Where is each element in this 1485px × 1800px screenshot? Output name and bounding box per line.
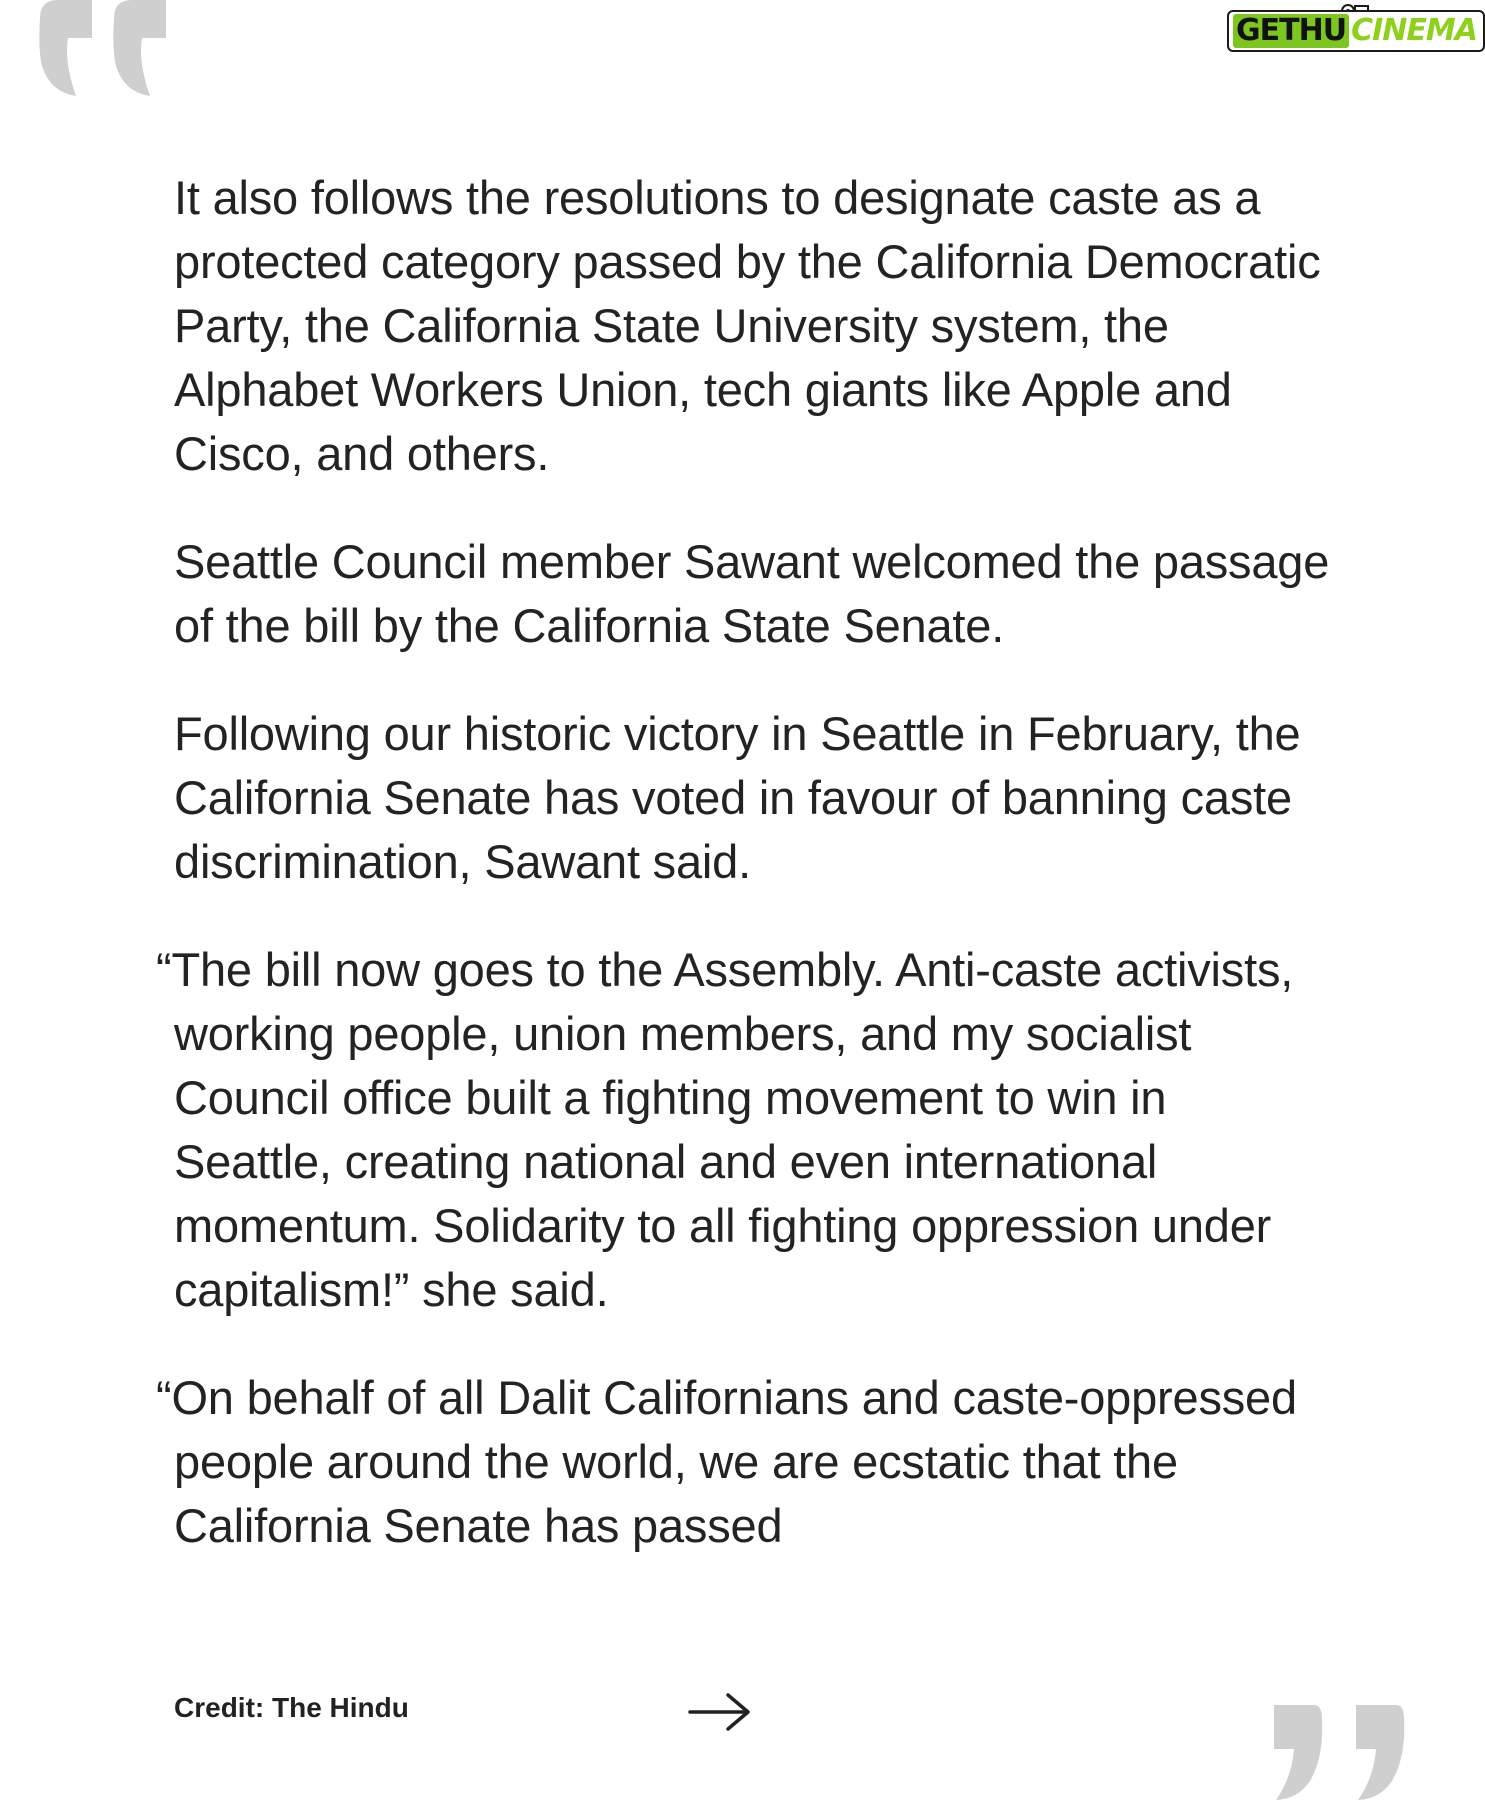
credit-text: Credit: The Hindu — [174, 1692, 409, 1723]
paragraph-1: It also follows the resolutions to designate caste as a protected category passed by the California Democratic Party, the California State University system, the Alphabet Workers Union, tech giants like Apple and Cisco, and others. — [174, 171, 1321, 480]
paragraph-4-quote: “The bill now goes to the Assembly. Anti-caste activists, working people, union members, and my socialist Council office built a fighting movement to win in Seattle, creating national and even international momentum. Solidarity to all fighting oppression under capitalism!” she said. — [156, 943, 1294, 1316]
paragraph-2: Seattle Council member Sawant welcomed the passage of the bill by the California State Senate. — [174, 535, 1330, 652]
brand-logo-part2: CINEMA — [1351, 13, 1477, 48]
brand-logo — [1222, 2, 1477, 56]
paragraph-5-quote: “On behalf of all Dalit Californians and caste-oppressed people around the world, we are ecstatic that the California Senate has passed — [156, 1371, 1297, 1552]
arrow-right-icon[interactable] — [688, 1690, 752, 1734]
article-body — [156, 166, 1334, 1602]
brand-logo-text — [1227, 10, 1485, 52]
open-quote-icon — [30, 0, 170, 110]
paragraph-3: Following our historic victory in Seattle in February, the California Senate has voted in favour of banning caste discrimination, Sawant said. — [174, 707, 1301, 888]
close-quote-icon — [1270, 1705, 1420, 1800]
brand-logo-part1: GETHU — [1233, 14, 1349, 48]
